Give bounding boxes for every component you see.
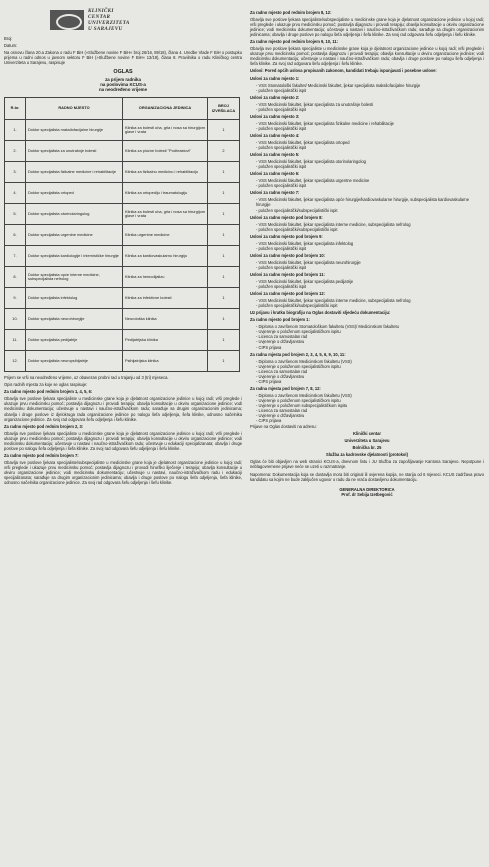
table-row — [5, 288, 240, 309]
row-org-unit: Klinika za ortopediju i traumatologiju — [123, 183, 208, 204]
paragraph: Obavlja sve poslove ljekara specijaliste u medicinske grane koja je djelatnost organizacione jedinice u kojoj radi; vrši preglede i ukazuje prvu medicinsku pomoć; postavlja dijagnozu i provodi terapiju; obavlja konsultacije u okviru organizacione jedinice; vodi medicinsku dokumentaciju; učestvuje u nastavi i naučno-istraživačkom radu; učestvuje u edukaciji specijalizanata; obavlja i druge poslove po nalogu šefa odjeljenja i šefa klinike. Za svoj rad odgovara šefu odjeljenja i šefu klinike. — [4, 430, 242, 451]
section-heading: Uslovi za radno mjesto 6: — [250, 171, 300, 177]
row-count: 2 — [208, 141, 240, 162]
list-item: - Licenca za samostalan rad — [256, 334, 484, 339]
row-org-unit: Psihijatrijska klinika — [123, 351, 208, 372]
row-position: Doktor specijalista urgentne medicine — [26, 225, 123, 246]
section-heading: Uslovi za radno mjesto 2: — [250, 94, 300, 100]
datum-label: Datum: — [4, 43, 18, 49]
requirements-list — [250, 140, 484, 150]
table-row — [5, 204, 240, 225]
subtitle-line: na poslovima KCUS-a — [100, 81, 146, 87]
table-row — [5, 351, 240, 372]
list-item: - položen specijalistički ispit — [256, 164, 484, 169]
row-number: 1. — [5, 120, 26, 141]
intro-text: Na osnovu člana 20.a Zakona o radu F BiH (»Službene novine F BiH« broj 26/16, 89/18), člana 4. Uredbe Vlade F BiH o postupku prijema u radni odnos u javnom sektoru F BiH (»Službene novine F BiH« 13/19), člana 8. Pravilnika o radu Kliničkog centra Univerziteta u Sarajevu, raspisuje — [4, 50, 242, 66]
list-item: - CIPS prijava — [256, 418, 484, 423]
row-count: 1 — [208, 330, 240, 351]
address-line: Služba za kadrovske djelatnosti (protokol) — [326, 452, 408, 458]
address-line: Bolnička br. 25 — [352, 445, 382, 451]
row-number: 9. — [5, 288, 26, 309]
section-heading: Uz prijavu i kratku biografiju na Oglas dostaviti sljedeću dokumentaciju: — [250, 310, 391, 316]
list-item: - VSS Medicinski fakultet, ljekar specijalista interne medicine, subspecijalista nefrolog — [256, 222, 484, 227]
list-item: - Uvjerenje o položenom specijalističkom ispitu — [256, 329, 484, 334]
list-item: - Uvjerenje o državljanstvu — [256, 413, 484, 418]
table-header-row — [5, 98, 240, 120]
list-item: - položen specijalistički/subspecijalistički ispit — [256, 227, 484, 232]
signature-name: Prof. dr Sebija Izetbegović — [341, 491, 393, 497]
row-number: 8. — [5, 267, 26, 288]
row-number: 7. — [5, 246, 26, 267]
row-org-unit: Klinika za bolesti uha, grla i nosa sa hirurgijom glave i vrata — [123, 204, 208, 225]
col-header-broj: BROJ IZVRŠILACA — [208, 98, 240, 120]
requirements-list — [250, 159, 484, 169]
right-body — [250, 10, 484, 482]
list-item: - položen specijalistički ispit — [256, 246, 484, 251]
list-item: - Diploma o završenom Medicinskom fakultetu (VSS) — [256, 393, 484, 398]
logo-line: U SARAJEVU — [88, 26, 123, 32]
row-number: 2. — [5, 141, 26, 162]
logo-mark — [50, 10, 84, 30]
row-position: Doktor specijalista otorinolaringolog — [26, 204, 123, 225]
requirements-list — [250, 222, 484, 232]
row-org-unit: Klinika za bolesti uha, grla i nosa sa hirurgijom glave i vrata — [123, 120, 208, 141]
paragraph: Obavlja sve poslove ljekara specijaliste/subspecijaliste u medicinske grane koja je djelatnost organizacione jedinice u kojoj radi; vrši preglede i ukazuje prvu medicinsku pomoć; postavlja dijagnozu i provodi hirurško liječenje i terapiju; obavlja konsultacije u okviru organizacione jedinice; vodi medicinsku dokumentaciju; učestvuje u nastavi, naučno-istraživačkom radu i edukaciji specijalizanata; sarađuje sa drugim organizacionim jedinicama; obavlja i druge poslove po nalogu šefa odjeljenja, šefa klinike, odnosno načelnika organizacione jedinice. Za svoj rad odgovara šefu odjeljenja i šefu klinike. — [4, 459, 242, 486]
list-item: - položen specijalistički ispit — [256, 126, 484, 131]
paragraph: Obavlja sve poslove ljekara specijaliste u medicinske grane koja je djelatnost organizacione jedinice u kojoj radi; vrši preglede i ukazuje prvu medicinsku pomoć; postavlja dijagnozu i provodi terapiju; obavlja konsultacije u okviru organizacione jedinice; vodi medicinsku dokumentaciju; učestvuje u nastavi i naučno-istraživačkom radu; obavlja i druge poslove po nalogu šefa odjeljenja i šefa klinike. Za svoj rad odgovara šefu odjeljenja i šefu klinike. — [250, 46, 484, 67]
logo-line: CENTAR — [88, 14, 111, 20]
row-number: 3. — [5, 162, 26, 183]
row-count: 1 — [208, 183, 240, 204]
section-heading: Uslovi za radno mjesto pod brojem 9: — [250, 233, 323, 239]
row-count: 1 — [208, 351, 240, 372]
list-item: - položen specijalistički ispit — [256, 107, 484, 112]
section-heading: Za radno mjesto pod rednim brojem 2, 3: — [4, 423, 84, 429]
left-column — [4, 8, 242, 487]
row-position: Doktor specijalista maksilofacijalne hirurgije — [26, 120, 123, 141]
section-heading: Za radno mjesto pod rednim brojem 9, 10, 11: — [250, 39, 339, 45]
row-position: Doktor specijalista pedijatrije — [26, 330, 123, 351]
row-position: Doktor specijalista infektolog — [26, 288, 123, 309]
row-number: 6. — [5, 225, 26, 246]
list-item: - položen specijalistički/subspecijalistički ispit — [256, 303, 484, 308]
section-heading: Za radno mjesto pod rednim brojem 7: — [4, 452, 79, 458]
signature-block — [250, 487, 484, 497]
row-number: 5. — [5, 204, 26, 225]
paragraph: Obavlja sve poslove ljekara specijaliste/subspecijaliste u medicinske grane koja je djelatnost organizacione jedinice u kojoj radi; vrši preglede i ukazuje prvu medicinsku pomoć; postavlja dijagnozu i provodi terapiju; obavlja konsultacije u okviru organizacione jedinice; vodi medicinsku dokumentaciju; učestvuje u nastavi i naučno-istraživačkom radu; sarađuje sa drugim organizacionim jedinicama; obavlja i druge poslove po nalogu šefa odjeljenja i šefa klinike. Za svoj rad odgovara šefu odjeljenja i šefu klinike. — [250, 17, 484, 38]
section-heading: Za radno mjesto pod brojem 1: — [250, 317, 310, 323]
list-item: - VSS Medicinski fakultet, ljekar specijalista pedijatrije — [256, 279, 484, 284]
requirements-list — [250, 279, 484, 289]
requirements-list — [250, 121, 484, 131]
table-row — [5, 267, 240, 288]
row-org-unit: Klinika za plućne bolesti "Podhrastovi" — [123, 141, 208, 162]
requirements-list — [250, 197, 484, 212]
requirements-list — [250, 83, 484, 93]
section-heading: Uslovi za radno mjesto pod brojem 11: — [250, 271, 325, 277]
row-org-unit: Pedijatrijska klinika — [123, 330, 208, 351]
section-heading: Uslovi za radno mjesto 3: — [250, 113, 300, 119]
subtitle-line: za prijem radnika — [105, 76, 141, 82]
section-heading: Uslovi za radno mjesto pod brojem 12: — [250, 291, 326, 297]
address-line: Klinički centar — [353, 431, 381, 437]
requirements-list — [250, 298, 484, 308]
section-heading: Uslovi za radno mjesto pod brojem 8: — [250, 214, 323, 220]
list-item: - Uvjerenje o položenom specijalističkom ispitu — [256, 398, 484, 403]
paragraph: Obavlja sve poslove ljekara specijaliste u medicinske grane koja je djelatnost organizacione jedinice u kojoj radi; vrši preglede i ukazuje prvu medicinsku pomoć; postavlja dijagnozu i provodi terapiju; obavlja konsultacije u okviru organizacione jedinice; vodi medicinsku dokumentaciju; učestvuje u nastavi i naučno-istraživačkom radu; sarađuje sa drugim organizacionim jedinicama; obavlja i druge poslove iz djelokruga rada organizacione jedinice po nalogu šefa odjeljenja, šefa klinike, odnosno načelnika organizacione jedinice. Za svoj rad odgovara šefu odjeljenja i šefu klinike. — [4, 396, 242, 422]
address-line: Univerziteta u Sarajevu — [344, 438, 390, 444]
row-position: Doktor specijalista fizikalne medicine i rehabilitacije — [26, 162, 123, 183]
section-heading: Za radno mjesto pod rednim brojem 8, 12: — [250, 10, 332, 15]
row-number: 10. — [5, 309, 26, 330]
table-row — [5, 162, 240, 183]
row-org-unit: Neurološka klinika — [123, 309, 208, 330]
list-item: - Uvjerenje o položenom specijalističkom ispitu — [256, 364, 484, 369]
row-number: 12. — [5, 351, 26, 372]
row-org-unit: Klinika za fizikalnu medicinu i rehabilitaciju — [123, 162, 208, 183]
row-position: Doktor specijalista kardiologije i internističke hirurgije — [26, 246, 123, 267]
table-row — [5, 225, 240, 246]
list-item: - Uvjerenje o državljanstvu — [256, 339, 484, 344]
row-position: Doktor specijalista ortoped — [26, 183, 123, 204]
list-item: - VSS Medicinski fakultet, ljekar specijalista urgentne medicine — [256, 178, 484, 183]
section-heading: Za radna mjesta pod brojem 2, 3, 4, 5, 6, 9, 10, 11: — [250, 351, 346, 357]
table-row — [5, 120, 240, 141]
requirements-list — [250, 260, 484, 270]
row-position: Doktor specijalista neuropsihijatrije — [26, 351, 123, 372]
list-item: - Licenca za samostalan rad — [256, 369, 484, 374]
col-header-org: ORGANIZACIONA JEDINICA — [123, 98, 208, 120]
list-item: - Diploma o završenom Stomatološkom fakultetu (VSS)/ Medicinskom fakultetu — [256, 324, 484, 329]
table-row — [5, 246, 240, 267]
section-heading: Uslovi: Pored općih uslova propisanih zakonom, kandidati trebaju ispunjavati i posebne uslove: — [250, 68, 437, 74]
logo-line: UNIVERZITETA — [88, 20, 130, 26]
table-row — [5, 183, 240, 204]
paragraph: Oglas će biti objavljen na web stranici KCUS-a, dnevnom listu i JU Služba za zapošljavanje Kantona Sarajevo. Nepotpune i neblagovremene prijave neće se uzeti u razmatranje. — [250, 459, 484, 470]
list-item: - VSS Medicinski fakultet, ljekar specijalista ortoped — [256, 140, 484, 145]
list-item: - VSS Medicinski fakultet, ljekar specijalista otorinolaringolog — [256, 159, 484, 164]
row-count: 1 — [208, 204, 240, 225]
requirements-list — [250, 241, 484, 251]
logo — [50, 8, 242, 32]
list-item: - položen specijalistički ispit — [256, 284, 484, 289]
row-org-unit: Klinika za infektivne bolesti — [123, 288, 208, 309]
requirements-list — [250, 393, 484, 423]
list-item: - položen specijalistički ispit — [256, 88, 484, 93]
broj-label: Broj: — [4, 36, 13, 41]
positions-table — [4, 97, 240, 372]
list-item: - položen specijalistički/subspecijalistički ispit — [256, 208, 484, 213]
requirements-list — [250, 178, 484, 188]
list-item: - položen specijalistički ispit — [256, 183, 484, 188]
requirements-list — [250, 324, 484, 349]
table-row — [5, 141, 240, 162]
page-title: OGLAS — [113, 69, 133, 76]
list-item: - VSS Medicinski fakultet, ljekar specijalista opće hirurgije/kardiovaskularne hirurgije, subspecijalista kardiovaskularne hirurgije — [256, 197, 484, 207]
requirements-list — [250, 102, 484, 112]
paragraph: Prijem se vrši na neodređeno vrijeme, uz obavezan probni rad u trajanju od 3 (tri) mjeseca. — [4, 375, 169, 381]
section-heading: Uslovi za radno mjesto 1: — [250, 75, 300, 81]
section-heading: Uslovi za radno mjesto pod brojem 10: — [250, 252, 326, 258]
row-position: Doktor specijalista za unutrašnje bolesti — [26, 141, 123, 162]
logo-text — [88, 8, 130, 32]
row-org-unit: Klinika za kardiovaskularnu hirurgiju — [123, 246, 208, 267]
row-count: 1 — [208, 246, 240, 267]
row-count: 1 — [208, 288, 240, 309]
list-item: - Licenca za samostalan rad — [256, 408, 484, 413]
list-item: - VSS Stomatološki fakultet/ Medicinski fakultet, ljekar specijalista maksilofacijalne hirurgije — [256, 83, 484, 88]
list-item: - položen specijalistički ispit — [256, 265, 484, 270]
list-item: - Uvjerenje o položenom subspecijalističkom ispitu — [256, 403, 484, 408]
list-item: - VSS Medicinski fakultet, ljekar specijalista interne medicine, subspecijalista nefrolog — [256, 298, 484, 303]
requirements-list — [250, 359, 484, 384]
signature-title: GENERALNA DIREKTORICA — [339, 486, 395, 492]
row-count: 1 — [208, 120, 240, 141]
col-header-rbr: R.br. — [5, 98, 26, 120]
paragraph: Opis radnih mjesta za koje se oglas raspisuje: — [4, 382, 88, 388]
row-count: 1 — [208, 267, 240, 288]
row-count: 1 — [208, 225, 240, 246]
table-row — [5, 330, 240, 351]
row-number: 4. — [5, 183, 26, 204]
list-item: - Diploma o završenom Medicinskom fakultetu (VSS) — [256, 359, 484, 364]
row-position: Doktor specijalista neurohirurgije — [26, 309, 123, 330]
table-body — [5, 120, 240, 372]
right-column — [250, 8, 484, 497]
list-item: - VSS Medicinski fakultet, ljekar specijalista fizikalne medicine i rehabilitacije — [256, 121, 484, 126]
subtitle — [4, 77, 242, 93]
section-heading: Uslovi za radno mjesto 4: — [250, 132, 300, 138]
list-item: - VSS Medicinski fakultet, ljekar specijalista neurohirurgije — [256, 260, 484, 265]
list-item: - CIPS prijava — [256, 345, 484, 350]
section-heading: Za radna mjesta pod brojem 7, 8, 12: — [250, 385, 321, 391]
row-count: 1 — [208, 309, 240, 330]
row-position: Doktor specijalista opće interne medicine, subspecijalista nefrolog — [26, 267, 123, 288]
left-body — [4, 375, 242, 485]
table-row — [5, 309, 240, 330]
row-number: 11. — [5, 330, 26, 351]
section-heading: Uslovi za radno mjesto 7: — [250, 190, 300, 196]
row-org-unit: Klinika za hemodijalizu — [123, 267, 208, 288]
list-item: - CIPS prijava — [256, 379, 484, 384]
row-count: 1 — [208, 162, 240, 183]
row-org-unit: Klinika urgentne medicine — [123, 225, 208, 246]
list-item: - VSS Medicinski fakultet, ljekar specijalista za unutrašnje bolesti — [256, 102, 484, 107]
logo-line: KLINIČKI — [88, 8, 114, 14]
col-header-mjesto: RADNO MJESTO — [26, 98, 123, 120]
section-heading: Za radno mjesto pod rednim brojem 1, 4, 5, 6: — [4, 389, 93, 395]
paragraph: Prijave na Oglas dostaviti na adresu: — [250, 424, 317, 430]
list-item: - položen specijalistički ispit — [256, 145, 484, 150]
subtitle-line: na neodređeno vrijeme — [98, 87, 148, 93]
section-heading: Uslovi za radno mjesto 5: — [250, 152, 300, 158]
list-item: - VSS Medicinski fakultet, ljekar specijalista infektolog — [256, 241, 484, 246]
paragraph: Napomena: Dokumentacija koja se dostavlja mora biti original ili ovjerena kopija, ne starija od 6 mjeseci. KCUS zadržava pravo kandidatu sa kojim ne bude zaključen ugovor o radu da ne vraća dostavljenu dokumentaciju. — [250, 471, 484, 482]
list-item: - Uvjerenje o državljanstvu — [256, 374, 484, 379]
